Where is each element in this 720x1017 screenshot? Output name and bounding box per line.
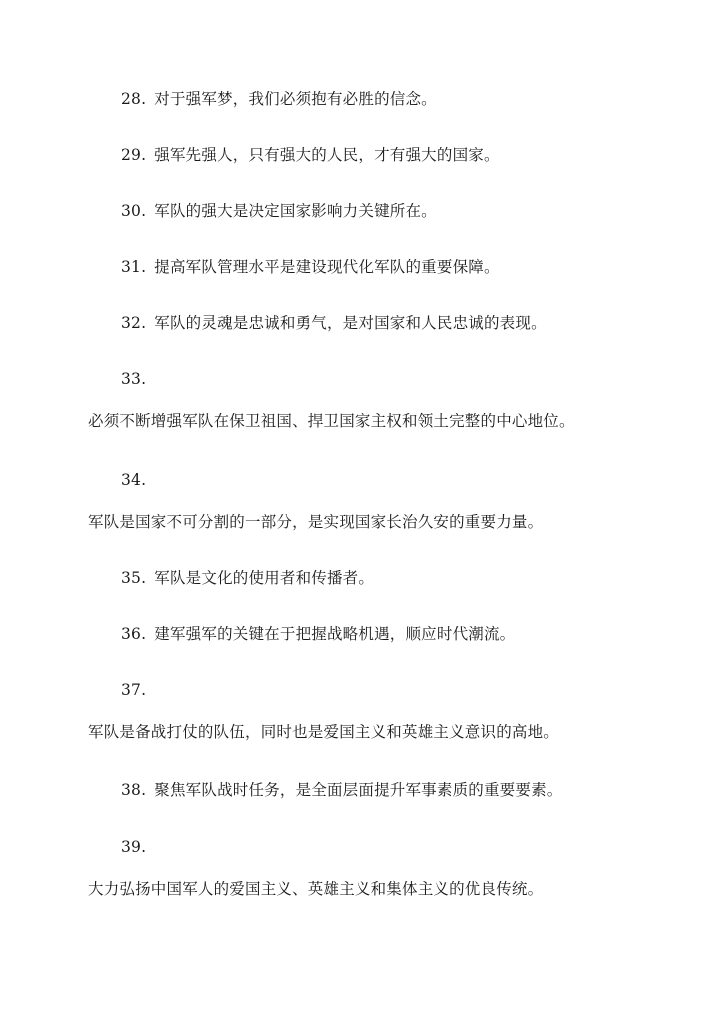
- item-number: 32.: [121, 314, 147, 332]
- list-item: [121, 313, 547, 333]
- list-item: [121, 624, 515, 644]
- list-item: [121, 145, 500, 165]
- item-text: 军队是文化的使用者和传播者。: [154, 569, 375, 587]
- item-number: 34.: [121, 471, 147, 489]
- item-text: 军队的强大是决定国家影响力关键所在。: [154, 202, 437, 220]
- list-item: [121, 780, 562, 800]
- item-number: 38.: [121, 781, 147, 799]
- item-number: 31.: [121, 258, 147, 276]
- list-item: [121, 201, 437, 221]
- item-text: 提高军队管理水平是建设现代化军队的重要保障。: [154, 258, 500, 276]
- item-text: 必须不断增强军队在保卫祖国、捍卫国家主权和领土完整的中心地位。: [88, 412, 575, 430]
- item-number: 39.: [121, 838, 147, 856]
- item-text: 建军强军的关键在于把握战略机遇，顺应时代潮流。: [154, 625, 516, 643]
- item-text: 军队是备战打仗的队伍，同时也是爱国主义和英雄主义意识的高地。: [88, 723, 560, 741]
- item-number: 33.: [121, 370, 147, 388]
- item-number: 29.: [121, 146, 147, 164]
- item-text: 大力弘扬中国军人的爱国主义、英雄主义和集体主义的优良传统。: [88, 880, 544, 898]
- item-number: 35.: [121, 569, 147, 587]
- item-text: 军队的灵魂是忠诚和勇气，是对国家和人民忠诚的表现。: [154, 314, 547, 332]
- item-number: 30.: [121, 202, 147, 220]
- item-number: 37.: [121, 681, 147, 699]
- item-text: 聚焦军队战时任务，是全面层面提升军事素质的重要要素。: [154, 781, 563, 799]
- list-item: [121, 89, 437, 109]
- item-number: 28.: [121, 90, 147, 108]
- list-item: [121, 568, 374, 588]
- list-item: [121, 257, 500, 277]
- item-text: 对于强军梦，我们必须抱有必胜的信念。: [154, 90, 437, 108]
- item-text: 强军先强人，只有强大的人民，才有强大的国家。: [154, 146, 500, 164]
- item-number: 36.: [121, 625, 147, 643]
- item-text: 军队是国家不可分割的一部分，是实现国家长治久安的重要力量。: [88, 513, 544, 531]
